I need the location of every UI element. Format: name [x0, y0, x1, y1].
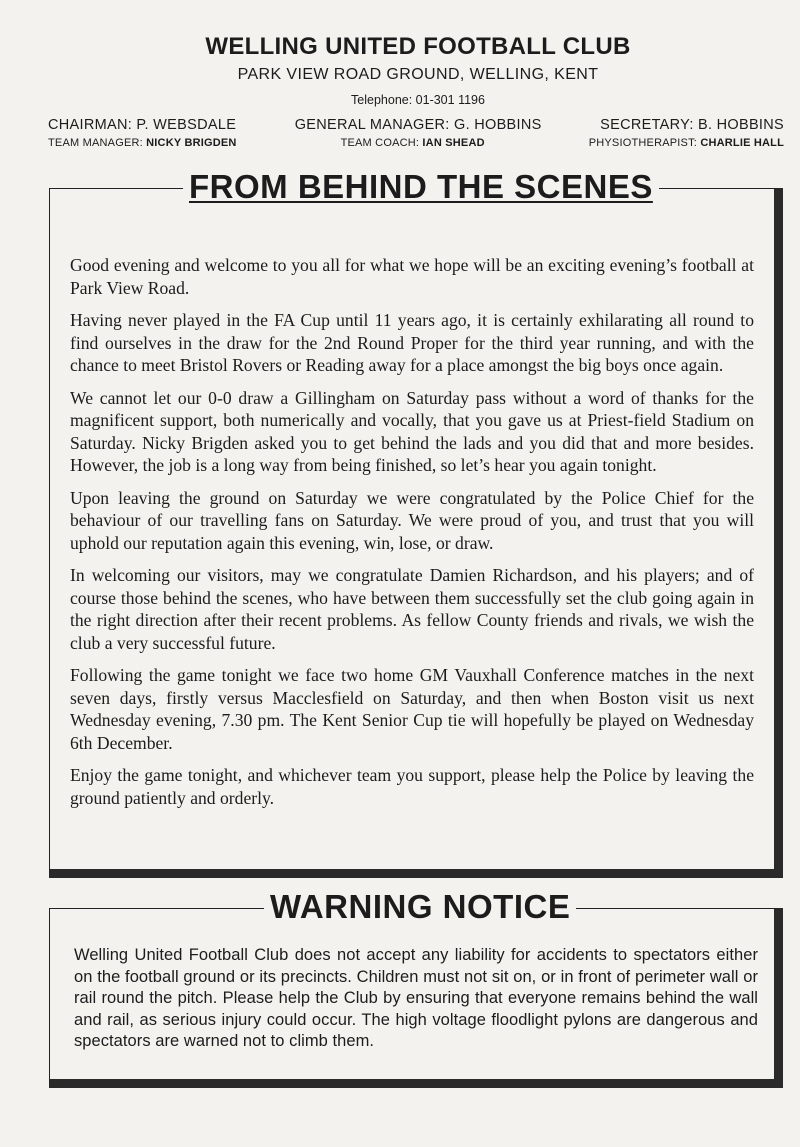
warning-title: WARNING NOTICE — [264, 888, 576, 926]
official-physiotherapist: PHYSIOTHERAPIST: CHARLIE HALL — [588, 137, 784, 149]
telephone: Telephone: 01-301 1196 — [351, 93, 485, 107]
warning-text: Welling United Football Club does not accept any liability for accidents to spectators either on the football ground or its precincts. Children must not sit on, or in front of perimeter wall or rail round the pitch. Please help the Club by ensuring that everyone remains behind the wall and rail, as serious injury could occur. The high voltage floodlight pylons are dangerous and spectators are warned not to climb them. — [74, 946, 758, 1051]
officials-row-2 — [48, 137, 784, 149]
official-chairman: CHAIRMAN: P. WEBSDALE — [48, 117, 237, 133]
article-paragraph: We cannot let our 0-0 draw a Gillingham on Saturday pass without a word of thanks for the magnificent support, both numerically and vocally, that you gave us at Priest-field Stadium on Saturday. Nicky Brigden asked you to get behind the lads and you did that and more besides. However, the job is a long way from being finished, so let’s hear you again tonight. — [70, 387, 754, 475]
ground-address: PARK VIEW ROAD GROUND, WELLING, KENT — [237, 66, 599, 83]
article-paragraph: Good evening and welcome to you all for what we hope will be an exciting evening’s football at Park View Road. — [70, 255, 754, 298]
article-paragraph: In welcoming our visitors, may we congratulate Damien Richardson, and his players; and of course those behind the scenes, who have between them successfully set the club going again in the right direction after their recent problems. As fellow County friends and rivals, we wish the club a very successful future. — [70, 565, 754, 653]
official-secretary: SECRETARY: B. HOBBINS — [600, 117, 784, 133]
official-team-coach: TEAM COACH: IAN SHEAD — [340, 137, 485, 149]
article-paragraph: Enjoy the game tonight, and whichever team you support, please help the Police by leaving the ground patiently and orderly. — [70, 765, 754, 808]
article-paragraph: Having never played in the FA Cup until 11 years ago, it is certainly exhilarating all round to find ourselves in the draw for the 2nd Round Proper for the third year running, and with the chance to meet Bristol Rovers or Reading away for a place amongst the big boys once again. — [70, 310, 754, 375]
official-team-manager: TEAM MANAGER: NICKY BRIGDEN — [48, 137, 237, 149]
article-paragraph: Upon leaving the ground on Saturday we were congratulated by the Police Chief for the behaviour of our travelling fans on Saturday. We were proud of you, and trust that you will uphold our reputation again this evening, win, lose, or draw. — [70, 487, 754, 553]
club-name: WELLING UNITED FOOTBALL CLUB — [205, 33, 631, 60]
official-general-manager: GENERAL MANAGER: G. HOBBINS — [294, 117, 542, 133]
article-body — [70, 254, 754, 819]
article-paragraph: Following the game tonight we face two home GM Vauxhall Conference matches in the next seven days, firstly versus Macclesfield on Saturday, and then when Boston visit us next Wednesday evening, 7.30 pm. The Kent Senior Cup tie will hopefully be played on Wednesday 6th December. — [70, 665, 754, 753]
officials-row-1 — [48, 117, 784, 133]
article-title: FROM BEHIND THE SCENES — [183, 168, 659, 206]
